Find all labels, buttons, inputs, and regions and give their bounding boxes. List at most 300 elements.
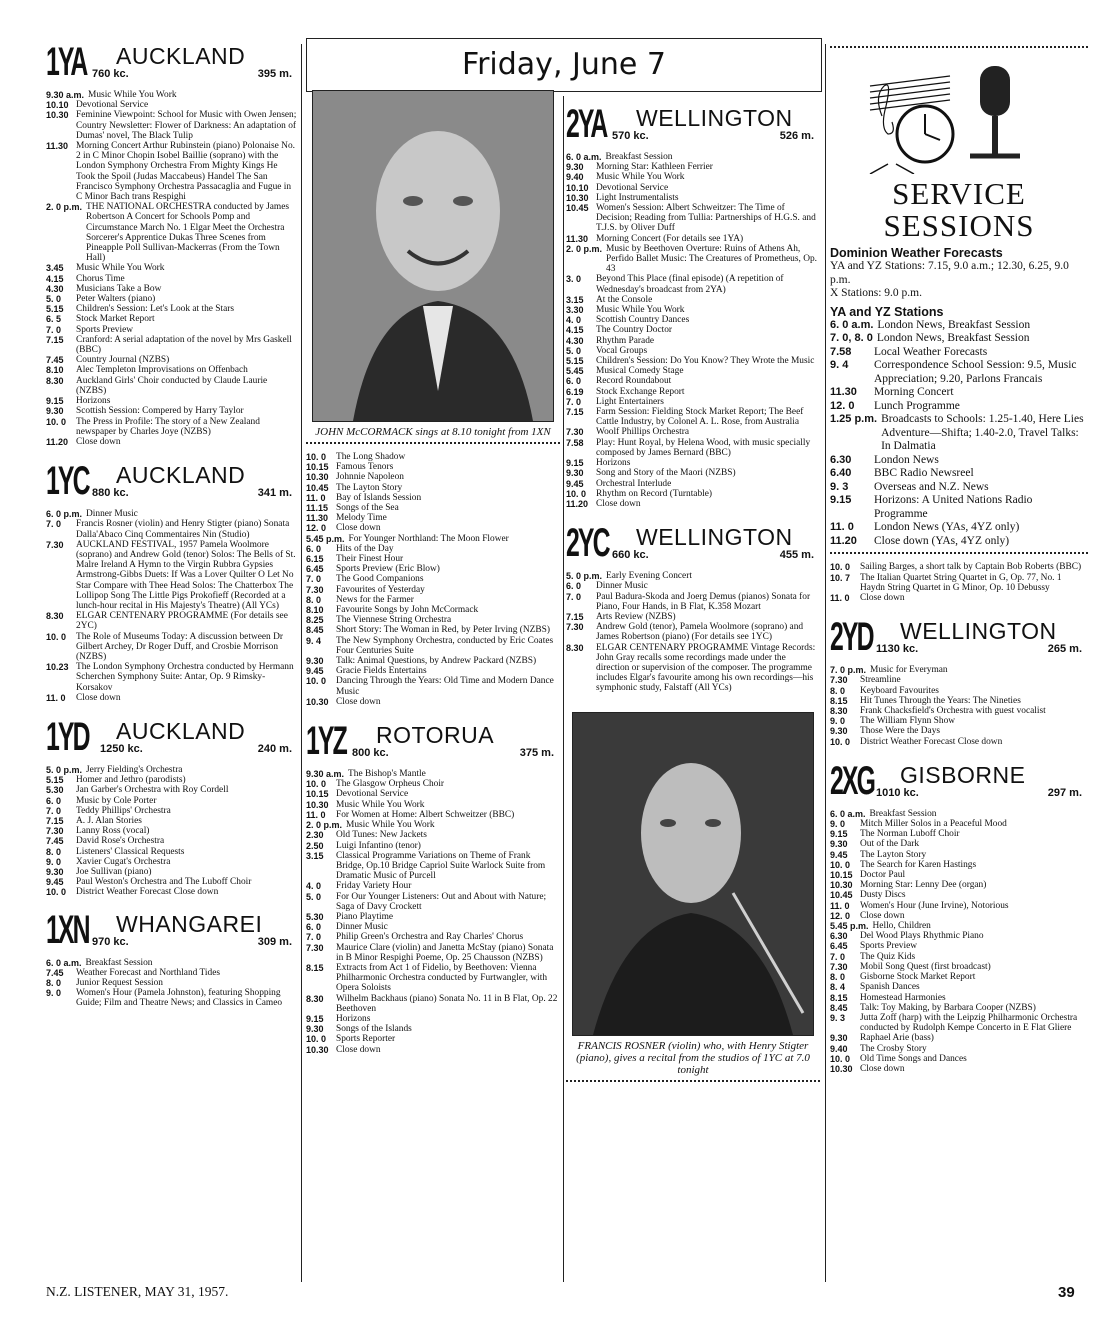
schedule-time: 8.45 (830, 1002, 848, 1013)
station-header (46, 907, 298, 954)
schedule-program: Musicians Take a Bow (76, 283, 162, 294)
schedule-program: Devotional Service (336, 789, 409, 800)
microphone-clock-icon (830, 56, 1088, 174)
weather-times: YA and YZ Stations: 7.15, 9.0 a.m.; 12.30, 6.25, 9.0 p.m. (830, 260, 1069, 286)
schedule-item (566, 336, 820, 346)
schedule-item (46, 294, 298, 304)
schedule-time: 8. 0 (306, 594, 322, 605)
schedule-time: 9.30 a.m. (306, 769, 345, 780)
schedule-item (830, 962, 1088, 972)
schedule-item (306, 472, 560, 482)
schedule-program: Local Weather Forecasts (874, 345, 988, 358)
schedule-item (830, 819, 1088, 829)
schedule-item (46, 417, 298, 437)
schedule-program: Broadcasts to Schools: 1.25-1.40, Here Lies Adventure—Shifta; 1.40-2.0, Travel Talks: In Dalmatia (881, 413, 1084, 453)
schedule-program: Spanish Dances (860, 982, 920, 993)
schedule-time: 11.20 (46, 436, 69, 447)
schedule-time: 6. 0 (46, 795, 62, 806)
schedule-program: Music While You Work (76, 263, 165, 274)
station-frequency: 800 kc. (352, 747, 389, 760)
schedule-item (306, 625, 560, 635)
station-header (566, 523, 820, 567)
schedule-program: The Italian Quartet String Quartet in G, Op. 77, No. 1 Haydn String Quartet in G Minor, Op. 10 Debussy (860, 572, 1062, 593)
schedule-time: 11. 0 (830, 593, 850, 604)
schedule-item (46, 775, 298, 785)
divider (566, 1080, 820, 1086)
schedule-program: Peter Walters (piano) (76, 294, 156, 305)
schedule-program: London News (874, 453, 939, 466)
station-call: 1YA (46, 40, 87, 84)
schedule-time: 7.15 (46, 334, 64, 345)
schedule-item (46, 693, 298, 703)
schedule-time: 10. 0 (566, 488, 587, 499)
schedule-time: 8.10 (46, 365, 64, 376)
schedule-time: 5. 0 (566, 345, 582, 356)
schedule-program: Close down (336, 696, 381, 707)
schedule-time: 11.20 (566, 498, 589, 509)
station-wavelength: 240 m. (257, 742, 292, 755)
schedule-program: Morning Concert (874, 386, 954, 399)
schedule-item (306, 851, 560, 882)
schedule-program: Women's Hour (June Irvine), Notorious (860, 900, 1009, 911)
schedule-time: 8.15 (306, 962, 324, 973)
schedule-item (830, 573, 1088, 593)
schedule-item (46, 90, 298, 100)
schedule-item (830, 737, 1088, 747)
schedule-time: 7.58 (830, 345, 852, 358)
schedule-program: The London Symphony Orchestra conducted by Hermann Scherchen Symphony Suite: Antar, Op. 9 Rimsky-Korsakov (76, 662, 294, 693)
schedule-item (830, 860, 1088, 870)
schedule-time: 5.30 (46, 785, 64, 796)
schedule-program: The Long Shadow (336, 452, 406, 462)
schedule-item (830, 911, 1088, 921)
schedule-time: 7. 0 (306, 574, 322, 585)
schedule-program: The Good Companions (336, 574, 424, 585)
schedule-program: Famous Tenors (336, 462, 394, 473)
schedule-time: 10.30 (306, 799, 329, 810)
schedule-time: 2. 0 p.m. (46, 202, 83, 213)
schedule-program: Music by Cole Porter (76, 795, 157, 806)
service-list (830, 319, 1088, 549)
schedule-time: 7. 0 (306, 932, 322, 943)
schedule-program: Alec Templeton Improvisations on Offenbach (76, 365, 248, 376)
schedule-time: 8.25 (306, 615, 324, 626)
schedule-time: 6. 0 (566, 581, 582, 592)
schedule-time: 7. 0 p.m. (830, 665, 867, 676)
schedule-item (566, 622, 820, 642)
schedule-item (46, 877, 298, 887)
schedule-time: 6.15 (306, 554, 324, 565)
schedule-time: 2. 0 p.m. (306, 820, 343, 831)
schedule-item (306, 636, 560, 656)
schedule-program: Hits of the Day (336, 543, 394, 554)
schedule-program: Farm Session: Fielding Stock Market Report; The Beef Cattle Industry, by Colonel A. L. Rose, from Australia (596, 407, 804, 428)
schedule-item (46, 509, 298, 519)
schedule-program: Johnnie Napoleon (336, 472, 404, 483)
schedule-program: News for the Farmer (336, 594, 414, 605)
schedule-time: 7.30 (830, 961, 848, 972)
schedule-program: The Glasgow Orpheus Choir (336, 779, 445, 790)
schedule-item (830, 1044, 1088, 1054)
schedule-item (306, 462, 560, 472)
schedule-program: Music by Beethoven Overture: Ruins of Athens Ah, Perfido Ballet Music: The Creatures of Prometheus, Op. 43 (606, 243, 817, 275)
schedule-time: 7.30 (566, 427, 584, 438)
schedule-item (830, 1033, 1088, 1043)
schedule-item (306, 789, 560, 799)
schedule-time: 5.15 (46, 304, 64, 315)
schedule-time: 10.30 (46, 110, 69, 121)
schedule-program: Music While You Work (88, 90, 177, 100)
schedule-item (306, 1014, 560, 1024)
schedule-program: Melody Time (336, 513, 387, 524)
schedule-time: 10.23 (46, 662, 69, 673)
schedule-time: 4.30 (46, 283, 64, 294)
schedule-item (46, 304, 298, 314)
schedule-item (46, 100, 298, 110)
schedule-item (566, 305, 820, 315)
schedule-time: 5.45 (566, 366, 584, 377)
schedule-program: Streamline (860, 675, 901, 686)
schedule-time: 8.30 (46, 611, 64, 622)
schedule-program: Short Story: The Woman in Red, by Peter Irving (NZBS) (336, 625, 550, 636)
schedule-program: Bay of Islands Session (336, 492, 422, 503)
schedule-time: 10. 0 (46, 631, 67, 642)
schedule-time: 6.19 (566, 386, 584, 397)
schedule-time: 6. 0 (306, 922, 322, 933)
schedule-program: Early Evening Concert (606, 571, 692, 582)
schedule-time: 5. 0 (46, 294, 62, 305)
schedule-program: Scottish Session: Compered by Harry Taylor (76, 406, 244, 417)
schedule-time: 7.15 (566, 407, 584, 418)
schedule-program: Musical Comedy Stage (596, 366, 684, 377)
schedule-program: Teddy Phillips' Orchestra (76, 805, 171, 816)
station-wavelength: 395 m. (257, 68, 292, 80)
schedule-program: Play: Hunt Royal, by Helena Wood, with music specially composed by James Bernard (BBC) (596, 437, 811, 458)
schedule-program: Close down (860, 1063, 905, 1074)
schedule-item (566, 366, 820, 376)
schedule-item (46, 335, 298, 355)
station-city: AUCKLAND (116, 717, 246, 744)
schedule-item (46, 968, 298, 978)
schedule-program: Morning Concert Arthur Rubinstein (piano) Polonaise No. 2 in C Minor Chopin Isobel Baillie (soprano) with the London Symphony Orchestra From Mighty Kings He Took the Spoil (Judas Maccabeus) Handel The San Francisco Symphony Orchestra Passacaglia and Fugue in C Minor Bach trans Respighi (76, 141, 295, 203)
schedule-program: Dinner Music (596, 581, 648, 592)
schedule-time: 10.45 (830, 890, 853, 901)
schedule-program: Dinner Music (86, 509, 138, 520)
station-wavelength: 265 m. (1047, 643, 1082, 656)
station-wavelength: 297 m. (1047, 786, 1082, 799)
schedule-item (306, 810, 560, 820)
schedule-time: 10. 0 (830, 562, 851, 573)
schedule-program: Favourite Songs by John McCormack (336, 605, 479, 616)
station-wavelength: 526 m. (779, 130, 814, 142)
schedule-time: 10.30 (306, 696, 329, 707)
schedule-item (306, 1045, 560, 1055)
schedule-program: Del Wood Plays Rhythmic Piano (860, 931, 984, 942)
schedule-time: 5.45 p.m. (830, 921, 869, 932)
schedule-time: 10.15 (306, 462, 329, 473)
station-city: WELLINGTON (900, 618, 1057, 645)
schedule-program: The Role of Museums Today: A discussion between Dr Gilbert Archey, Dr Roger Duff, and Crosbie Morrison (NZBS) (76, 631, 283, 662)
schedule-time: 6.40 (830, 467, 852, 480)
station-city: ROTORUA (376, 722, 495, 749)
schedule-program: Sports Preview (860, 941, 918, 952)
schedule-item (566, 592, 820, 612)
schedule-time: 9.15 (566, 458, 584, 469)
schedule-list (830, 562, 1088, 603)
schedule-time: 10. 0 (306, 779, 327, 790)
schedule-time: 9. 3 (830, 1012, 846, 1023)
schedule-program: ELGAR CENTENARY PROGRAMME (For details see 2YC) (76, 611, 288, 632)
schedule-time: 4. 0 (306, 881, 322, 892)
schedule-program: Chorus Time (76, 273, 125, 284)
schedule-program: Morning Concert (For details see 1YA) (596, 233, 744, 244)
schedule-time: 7. 0 (566, 396, 582, 407)
schedule-item (46, 540, 298, 611)
schedule-time: 9.30 (830, 726, 848, 737)
station-header (830, 758, 1088, 805)
station-call: 2YA (566, 102, 607, 146)
schedule-time: 10. 0 (306, 1034, 327, 1045)
schedule-item (830, 809, 1088, 819)
schedule-program: Andrew Gold (tenor), Pamela Woolmore (soprano) and James Robertson (piano) (For details see 1YC) (596, 622, 804, 643)
schedule-item (306, 493, 560, 503)
schedule-time: 7.15 (566, 611, 584, 622)
station-wavelength: 341 m. (257, 487, 292, 500)
schedule-time: 9.30 (306, 656, 324, 667)
schedule-program: Horizons (596, 458, 631, 469)
schedule-program: London News, Breakfast Session (876, 332, 1030, 345)
schedule-time: 8.10 (306, 605, 324, 616)
schedule-time: 9. 0 (46, 856, 62, 867)
section-title: SERVICE SESSIONS (883, 176, 1035, 243)
schedule-item (566, 479, 820, 489)
station-frequency: 660 kc. (612, 549, 649, 562)
schedule-item (306, 666, 560, 676)
schedule-item (306, 656, 560, 666)
schedule-time: 6. 0 (306, 543, 322, 554)
schedule-program: Woolf Phillips Orchestra (596, 427, 689, 438)
schedule-time: 10.30 (830, 880, 853, 891)
schedule-program: Lanny Ross (vocal) (76, 826, 150, 837)
station-frequency: 880 kc. (92, 487, 129, 500)
schedule-item (830, 332, 1088, 346)
schedule-item (830, 494, 1088, 521)
schedule-program: Rhythm on Record (Turntable) (596, 488, 713, 499)
schedule-program: Favourites of Yesterday (336, 584, 425, 595)
schedule-program: Music While You Work (336, 799, 425, 810)
schedule-program: Devotional Service (76, 100, 149, 111)
schedule-program: At the Console (596, 294, 653, 305)
schedule-time: 11.30 (566, 233, 589, 244)
weather-times-x: X Stations: 9.0 p.m. (830, 287, 923, 300)
schedule-program: Mitch Miller Solos in a Peaceful Mood (860, 819, 1007, 830)
schedule-item (830, 982, 1088, 992)
schedule-program: The Layton Story (336, 482, 403, 493)
section-heading: YA and YZ Stations (830, 304, 944, 319)
schedule-program: Feminine Viewpoint: School for Music with Owen Jensen; Country Newsletter: Flower of Darkness: An adaptation of Dumas' novel, The Black Tulip (76, 110, 297, 141)
station-frequency: 1130 kc. (876, 643, 919, 656)
schedule-time: 9.30 (830, 1033, 848, 1044)
schedule-time: 4.15 (566, 325, 584, 336)
schedule-time: 9.45 (46, 877, 64, 888)
schedule-program: Sports Preview (76, 324, 134, 335)
schedule-program: Songs of the Sea (336, 503, 399, 514)
schedule-item (306, 595, 560, 605)
schedule-time: 6.45 (830, 941, 848, 952)
station-header (830, 617, 1088, 661)
station-frequency: 970 kc. (92, 935, 129, 948)
schedule-time: 10.10 (566, 182, 589, 193)
schedule-item (830, 850, 1088, 860)
schedule-item (830, 665, 1088, 675)
schedule-program: Xavier Cugat's Orchestra (76, 856, 171, 867)
schedule-time: 7.30 (566, 622, 584, 633)
schedule-item (46, 110, 298, 141)
schedule-item (830, 941, 1088, 951)
schedule-program: Close down (336, 523, 381, 534)
schedule-time: 9.15 (46, 396, 64, 407)
schedule-program: Classical Programme Variations on Theme of Frank Bridge, Op.10 Bridge Capriol Suite Warlock Suite from Dramatic Music of Purcell (336, 850, 546, 882)
schedule-item (306, 922, 560, 932)
schedule-program: Paul Weston's Orchestra and The Luboff Choir (76, 877, 252, 888)
schedule-item (46, 857, 298, 867)
schedule-time: 6. 0 p.m. (46, 509, 83, 520)
station-frequency: 1250 kc. (100, 742, 143, 755)
schedule-item (46, 988, 298, 1008)
schedule-program: Wilhelm Backhaus (piano) Sonata No. 11 in B Flat, Op. 22 Beethoven (336, 993, 558, 1014)
schedule-program: Breakfast Session (605, 152, 673, 162)
schedule-time: 10. 0 (46, 416, 67, 427)
schedule-time: 7.15 (46, 815, 64, 826)
schedule-item (46, 519, 298, 539)
station-city: AUCKLAND (116, 43, 246, 69)
schedule-item (566, 152, 820, 162)
schedule-item (830, 1003, 1088, 1013)
schedule-item (306, 452, 560, 462)
schedule-item (46, 355, 298, 365)
schedule-list (46, 509, 298, 703)
schedule-program: Out of the Dark (860, 839, 920, 850)
schedule-item (306, 585, 560, 595)
schedule-program: Maurice Clare (violin) and Janetta McStay (piano) Sonata in B Minor Respighi Poeme, Op. 25 Chausson (NZBS) (336, 942, 554, 963)
schedule-item (306, 994, 560, 1014)
station-header (566, 104, 820, 148)
schedule-program: Music for Everyman (870, 665, 948, 676)
portrait-photo (312, 90, 554, 422)
schedule-program: Songs of the Islands (336, 1024, 412, 1035)
station-header (306, 721, 560, 765)
schedule-program: Correspondence School Session: 9.5, Music Appreciation; 9.20, Parlons Francais (874, 359, 1077, 385)
schedule-program: Joe Sullivan (piano) (76, 867, 152, 877)
schedule-time: 3.15 (566, 294, 584, 305)
schedule-item (830, 880, 1088, 890)
schedule-time: 5.30 (306, 911, 324, 922)
schedule-item (566, 489, 820, 499)
schedule-item (830, 413, 1088, 454)
schedule-program: Mobil Song Quest (first broadcast) (860, 961, 991, 972)
schedule-program: Overseas and N.Z. News (874, 480, 989, 493)
schedule-program: Old Time Songs and Dances (860, 1053, 967, 1064)
station-header (46, 42, 298, 86)
schedule-time: 5.45 p.m. (306, 533, 345, 544)
schedule-program: Jan Garber's Orchestra with Roy Cordell (76, 785, 229, 796)
schedule-item (306, 554, 560, 564)
schedule-time: 2.30 (306, 830, 324, 841)
schedule-program: THE NATIONAL ORCHESTRA conducted by James Robertson A Concert for Schools Pomp and Circumstance March No. 1 Elgar Meet the Orchestra Sorcerer's Apprentice Dukas Three Scenes from Pineapple Poll Sullivan-Mackerras (From the Town Hall) (86, 202, 290, 264)
schedule-time: 10.30 (306, 472, 329, 483)
schedule-program: Morning Star: Kathleen Ferrier (596, 162, 713, 173)
schedule-time: 3. 0 (566, 274, 582, 285)
schedule-time: 7. 0 (46, 519, 62, 530)
schedule-program: The Bishop's Mantle (348, 769, 426, 780)
schedule-program: Song and Story of the Maori (NZBS) (596, 468, 736, 479)
schedule-time: 10.15 (830, 870, 853, 881)
schedule-item (306, 544, 560, 554)
schedule-item (566, 581, 820, 591)
schedule-time: 9.30 (306, 1024, 324, 1035)
schedule-program: The Norman Luboff Choir (860, 829, 960, 840)
schedule-item (46, 314, 298, 324)
schedule-item (566, 244, 820, 275)
schedule-item (306, 564, 560, 574)
schedule-time: 11.30 (830, 386, 857, 399)
schedule-program: Music While You Work (596, 172, 685, 183)
schedule-item (830, 386, 1088, 400)
schedule-program: Piano Playtime (336, 911, 394, 922)
station-frequency: 1010 kc. (876, 786, 919, 799)
schedule-time: 9. 3 (830, 480, 849, 493)
schedule-item (830, 706, 1088, 716)
schedule-item (306, 1024, 560, 1034)
schedule-item (830, 952, 1088, 962)
schedule-time: 8.15 (830, 695, 848, 706)
schedule-time: 9. 0 (830, 716, 846, 727)
schedule-program: Keyboard Favourites (860, 685, 939, 696)
schedule-program: Light Entertainers (596, 396, 664, 407)
schedule-program: Breakfast Session (869, 808, 937, 819)
schedule-item (46, 325, 298, 335)
schedule-item (306, 697, 560, 707)
schedule-list (306, 769, 560, 1055)
schedule-time: 5. 0 p.m. (566, 571, 603, 582)
schedule-time: 5.15 (46, 775, 64, 786)
schedule-item (566, 468, 820, 478)
schedule-program: Horizons: A United Nations Radio Programme (874, 494, 1033, 520)
schedule-item (46, 611, 298, 631)
schedule-item (830, 993, 1088, 1003)
schedule-time: 10.15 (306, 789, 329, 800)
schedule-time: 2. 0 p.m. (566, 243, 603, 254)
schedule-item (46, 887, 298, 897)
violinist-photo (572, 712, 814, 1036)
schedule-time: 8. 0 (46, 978, 62, 989)
schedule-list (46, 765, 298, 898)
schedule-time: 1.25 p.m. (830, 413, 878, 426)
schedule-program: David Rose's Orchestra (76, 836, 165, 847)
schedule-time: 8. 4 (830, 982, 846, 993)
schedule-item (46, 396, 298, 406)
station-call: 1YC (46, 459, 89, 504)
schedule-program: Old Tunes: New Jackets (336, 830, 427, 841)
schedule-item (306, 513, 560, 523)
schedule-item (306, 841, 560, 851)
station-header (46, 714, 298, 761)
schedule-program: District Weather Forecast Close down (860, 736, 1003, 747)
schedule-program: Luigi Infantino (tenor) (336, 840, 421, 851)
schedule-program: Stock Exchange Report (596, 386, 685, 397)
schedule-time: 12. 0 (306, 523, 327, 534)
schedule-program: Beyond This Place (final episode) (A repetition of Wednesday's broadcast from 2YA) (596, 274, 784, 295)
